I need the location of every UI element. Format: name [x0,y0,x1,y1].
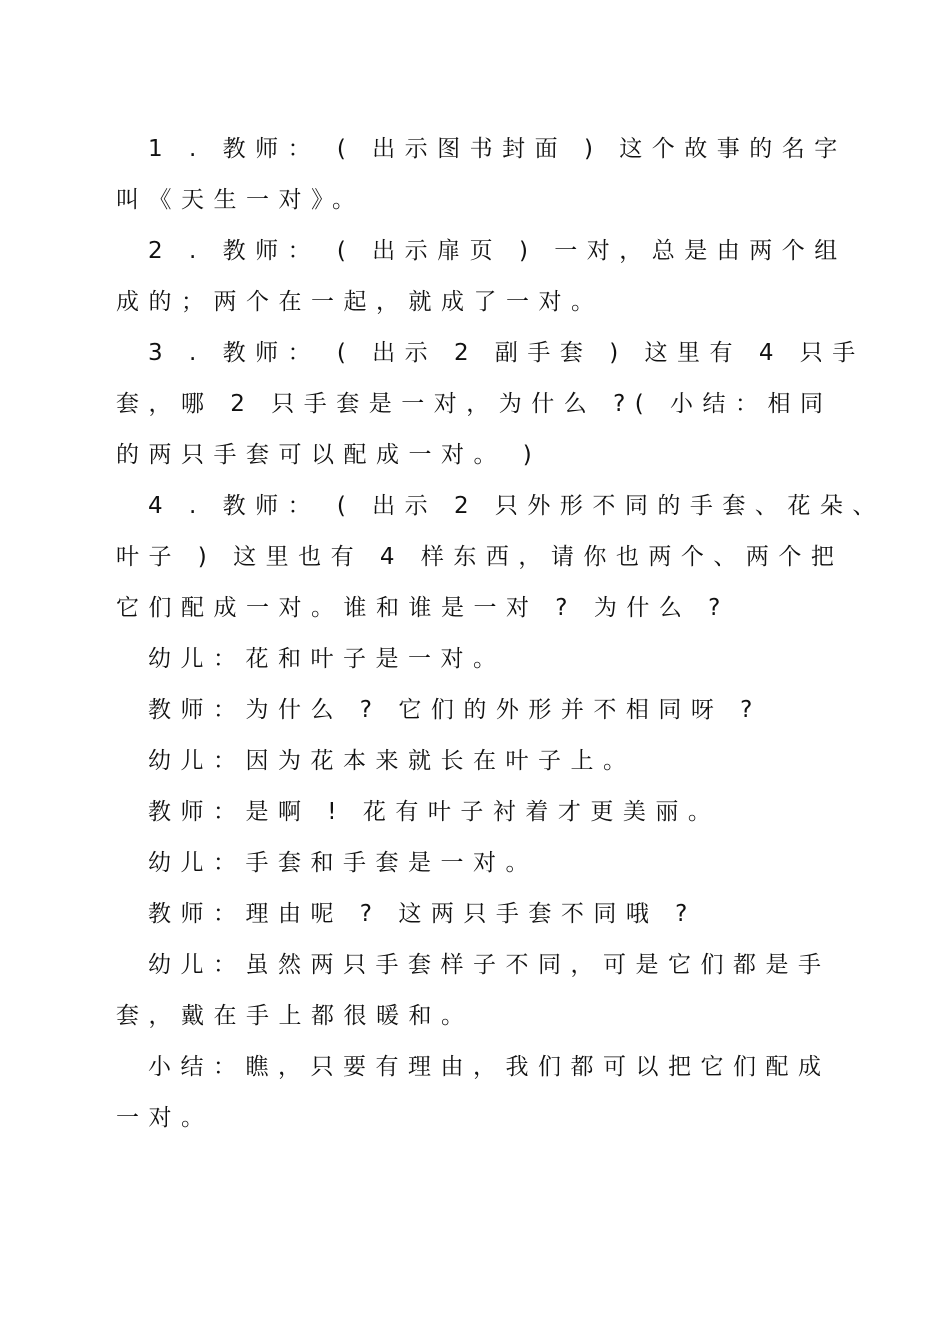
dialogue-line-1: 幼儿：花和叶子是一对。 [148,646,506,672]
dialogue-line-7: 幼儿：虽然两只手套样子不同，可是它们都是手 [148,952,831,978]
dialogue-line-7-continued: 套，戴在手上都很暖和。 [116,1003,474,1029]
paragraph-3-line-2: 套，哪 2 只手套是一对，为什么 ?( 小结：相同 [116,391,833,417]
summary-line-2: 一对。 [116,1105,214,1131]
paragraph-1-line-2: 叫《天生一对》。 [116,187,365,213]
paragraph-4-line-1: 4 . 教师： ( 出示 2 只外形不同的手套、花朵、 [148,493,885,519]
paragraph-4-line-2: 叶子 ) 这里也有 4 样东西，请你也两个、两个把 [116,544,844,570]
summary-line-1: 小结：瞧，只要有理由，我们都可以把它们配成 [148,1054,831,1080]
dialogue-line-4: 教师：是啊 ! 花有叶子衬着才更美丽。 [148,799,721,825]
paragraph-2-line-1: 2 . 教师： ( 出示扉页 ) 一对，总是由两个组 [148,238,847,264]
paragraph-3-line-1: 3 . 教师： ( 出示 2 副手套 ) 这里有 4 只手 [148,340,865,366]
dialogue-line-2: 教师：为什么 ? 它们的外形并不相同呀 ? [148,697,762,723]
paragraph-3-line-3: 的两只手套可以配成一对。 ) [116,442,542,468]
paragraph-1-line-1: 1 . 教师： ( 出示图书封面 ) 这个故事的名字 [148,136,847,162]
dialogue-line-3: 幼儿：因为花本来就长在叶子上。 [148,748,636,774]
paragraph-4-line-3: 它们配成一对。谁和谁是一对 ? 为什么 ? [116,595,730,621]
dialogue-line-5: 幼儿：手套和手套是一对。 [148,850,538,876]
paragraph-2-line-2: 成的；两个在一起，就成了一对。 [116,289,604,315]
dialogue-line-6: 教师：理由呢 ? 这两只手套不同哦 ? [148,901,697,927]
